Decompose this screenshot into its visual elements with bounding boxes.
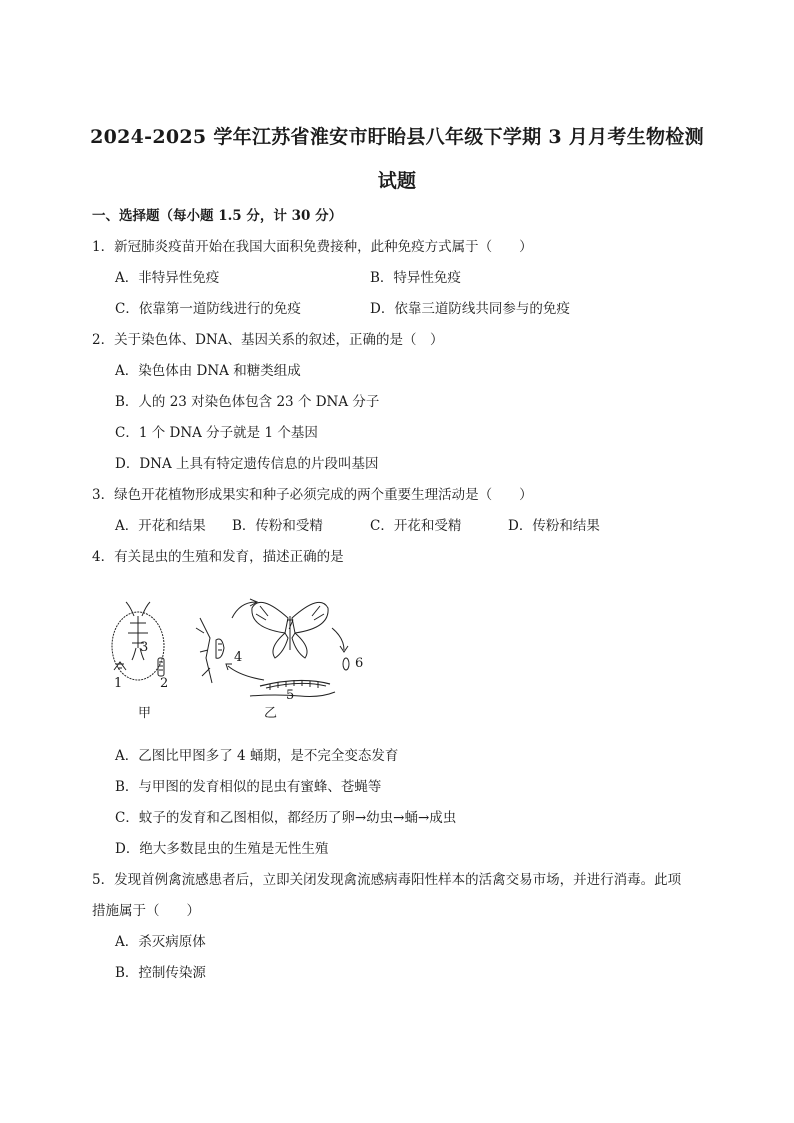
- question-4-option-a: A．乙图比甲图多了 4 蛹期，是不完全变态发育: [115, 748, 399, 764]
- figure-label-6: 6: [355, 656, 364, 671]
- question-4-stem: 4．有关昆虫的生殖和发育，描述正确的是: [92, 549, 344, 565]
- question-1-stem: 1．新冠肺炎疫苗开始在我国大面积免费接种，此种免疫方式属于（ ）: [92, 239, 533, 255]
- figure-label-4: 4: [234, 650, 243, 665]
- question-5-stem-line1: 5．发现首例禽流感患者后，立即关闭发现禽流感病毒阳性样本的活禽交易市场，并进行消毒。此项: [92, 872, 682, 888]
- question-1-option-b: B．特异性免疫: [370, 270, 461, 286]
- question-3-option-c: C．开花和受精: [370, 518, 462, 534]
- document-title-line2: 试题: [377, 170, 417, 192]
- question-2-stem: 2．关于染色体、DNA、基因关系的叙述，正确的是（ ）: [92, 332, 444, 348]
- figure-label-2: 2: [160, 676, 169, 691]
- question-5-stem-line2: 措施属于（ ）: [92, 903, 200, 919]
- question-2-option-b: B．人的 23 对染色体包含 23 个 DNA 分子: [115, 394, 380, 410]
- question-1-option-a: A．非特异性免疫: [115, 270, 220, 286]
- question-5-option-a: A．杀灭病原体: [115, 934, 206, 950]
- question-1-option-d: D．依靠三道防线共同参与的免疫: [370, 301, 570, 317]
- question-1-option-c: C．依靠第一道防线进行的免疫: [115, 301, 301, 317]
- figure-label-5: 5: [286, 688, 295, 703]
- figure-label-3: 3: [140, 640, 149, 655]
- document-title-line1: 2024-2025 学年江苏省淮安市盱眙县八年级下学期 3 月月考生物检测: [90, 126, 704, 148]
- question-2-option-c: C．1 个 DNA 分子就是 1 个基因: [115, 425, 318, 441]
- question-3-option-b: B．传粉和受精: [232, 518, 323, 534]
- question-4-option-b: B．与甲图的发育相似的昆虫有蜜蜂、苍蝇等: [115, 779, 382, 795]
- question-5-option-b: B．控制传染源: [115, 965, 206, 981]
- question-3-option-d: D．传粉和结果: [508, 518, 600, 534]
- question-2-option-a: A．染色体由 DNA 和糖类组成: [115, 363, 301, 379]
- figure-label-7: 7: [286, 618, 295, 633]
- insect-development-figure: [100, 588, 380, 728]
- question-3-stem: 3．绿色开花植物形成果实和种子必须完成的两个重要生理活动是（ ）: [92, 487, 533, 503]
- section-heading: 一、选择题（每小题 1.5 分，计 30 分）: [92, 208, 343, 224]
- figure-caption-yi: 乙: [264, 706, 278, 721]
- question-4-option-d: D．绝大多数昆虫的生殖是无性生殖: [115, 841, 329, 857]
- figure-label-1: 1: [114, 676, 123, 691]
- question-3-option-a: A．开花和结果: [115, 518, 206, 534]
- question-4-option-c: C．蚊子的发育和乙图相似，都经历了卵→幼虫→蛹→成虫: [115, 810, 457, 826]
- figure-caption-jia: 甲: [138, 706, 152, 721]
- question-2-option-d: D．DNA 上具有特定遗传信息的片段叫基因: [115, 456, 379, 472]
